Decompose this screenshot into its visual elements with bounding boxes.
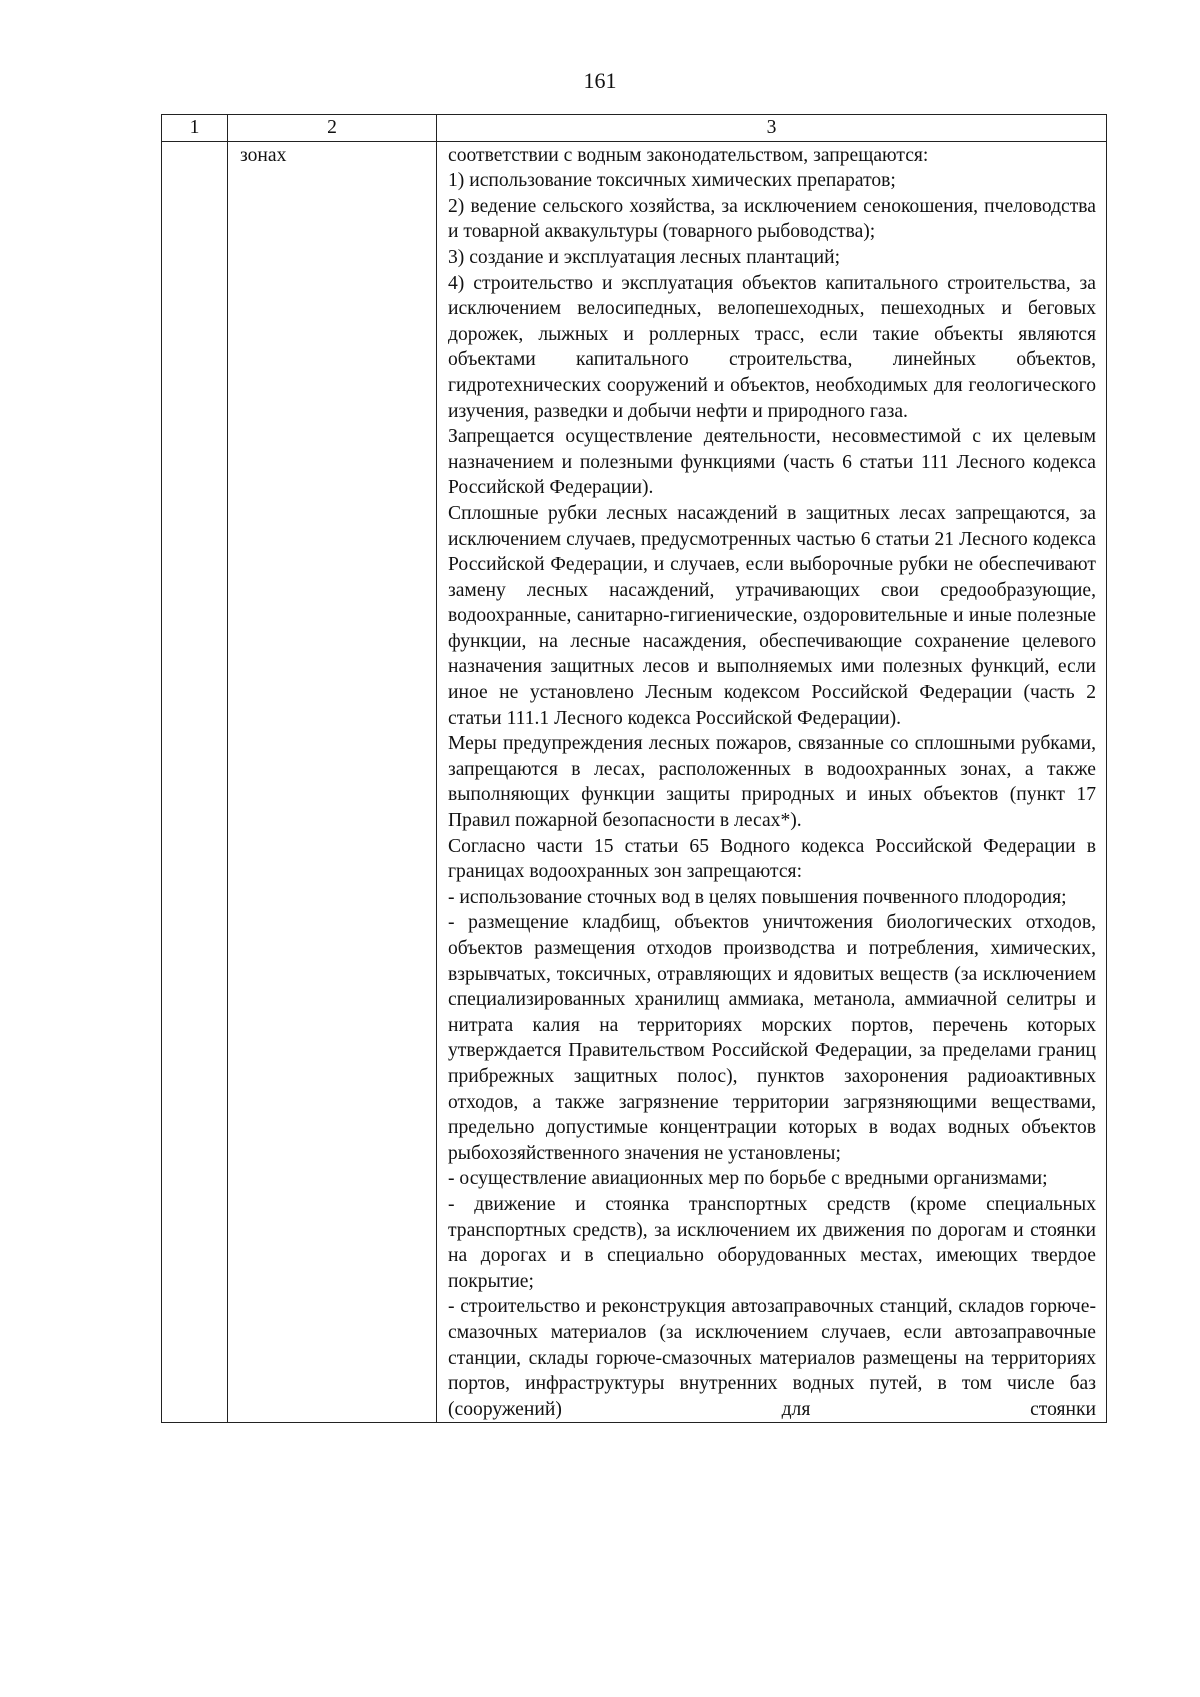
paragraph: Запрещается осуществление деятельности, несовместимой с их целевым назначением и полезными функциями (часть 6 статьи 111 Лесного кодекса Российской Федерации).	[448, 426, 1096, 499]
paragraph: - размещение кладбищ, объектов уничтожения биологических отходов, объектов размещения отходов производства и потребления, химических, взрывчатых, токсичных, отравляющих и ядовитых веществ (за исключением специализированных хранилищ аммиака, метанола, аммиачной селитры и нитрата калия на территориях морских портов, перечень которых утверждается Правительством Российской Федерации, за пределами границ прибрежных защитных полос), пунктов захоронения радиоактивных отходов, а также загрязнение территории загрязняющими веществами, предельно допустимые концентрации которых в водах водных объектов рыбохозяйственного значения не установлены;	[448, 912, 1096, 1164]
paragraph: соответствии с водным законодательством, запрещаются:	[448, 144, 929, 166]
row-number-cell	[162, 141, 228, 1423]
table-header-row	[162, 115, 1107, 142]
regulations-table	[161, 114, 1107, 1423]
paragraph: Согласно части 15 статьи 65 Водного кодекса Российской Федерации в границах водоохранных зон запрещаются:	[448, 835, 1096, 883]
paragraph: - осуществление авиационных мер по борьбе с вредными организмами;	[448, 1168, 1048, 1190]
paragraph: Меры предупреждения лесных пожаров, связанные со сплошными рубками, запрещаются в лесах, расположенных в водоохранных зонах, а также выполняющих функции защиты природных и иных объектов (пункт 17 Правил пожарной безопасности в лесах*).	[448, 733, 1096, 832]
paragraph: Сплошные рубки лесных насаждений в защитных лесах запрещаются, за исключением случаев, предусмотренных частью 6 статьи 21 Лесного кодекса Российской Федерации, и случаев, если выборочные рубки не обеспечивают замену лесных насаждений, утрачивающих свои средообразующие, водоохранные, санитарно-гигиенические, оздоровительные и иные полезные функции, на лесные насаждения, обеспечивающие сохранение целевого назначения защитных лесов и выполняемых ими полезных функций, если иное не установлено Лесным кодексом Российской Федерации (часть 2 статьи 111.1 Лесного кодекса Российской Федерации).	[448, 502, 1096, 729]
paragraph: 1) использование токсичных химических препаратов;	[448, 170, 896, 192]
paragraph: 3) создание и эксплуатация лесных плантаций;	[448, 246, 841, 268]
column-header-2: 2	[228, 115, 437, 142]
paragraph: - движение и стоянка транспортных средств (кроме специальных транспортных средств), за исключением их движения по дорогам и стоянки на дорогах и в специально оборудованных местах, имеющих твердое покрытие;	[448, 1193, 1096, 1292]
page-number: 161	[583, 68, 617, 93]
paragraph: 2) ведение сельского хозяйства, за исключением сенокошения, пчеловодства и товарной аквакультуры (товарного рыбоводства);	[448, 195, 1096, 243]
paragraph: 4) строительство и эксплуатация объектов капитального строительства, за исключением велосипедных, велопешеходных, пешеходных и беговых дорожек, лыжных и роллерных трасс, если такие объекты являются объектами капитального строительства, линейных объектов, гидротехнических сооружений и объектов, необходимых для геологического изучения, разведки и добычи нефти и природного газа.	[448, 272, 1096, 422]
column-header-1: 1	[162, 115, 228, 142]
table-row	[162, 141, 1107, 1423]
paragraph: - использование сточных вод в целях повышения почвенного плодородия;	[448, 886, 1067, 908]
paragraph: - строительство и реконструкция автозаправочных станций, складов горюче-смазочных материалов (за исключением случаев, если автозаправочные станции, склады горюче-смазочных материалов размещены на территориях портов, инфраструктуры внутренних водных путей, в том числе баз (сооружений) для стоянки	[448, 1296, 1096, 1420]
regulation-text-cell	[437, 141, 1107, 1423]
zone-name-cell: зонах	[228, 141, 437, 1423]
column-header-3: 3	[437, 115, 1107, 142]
